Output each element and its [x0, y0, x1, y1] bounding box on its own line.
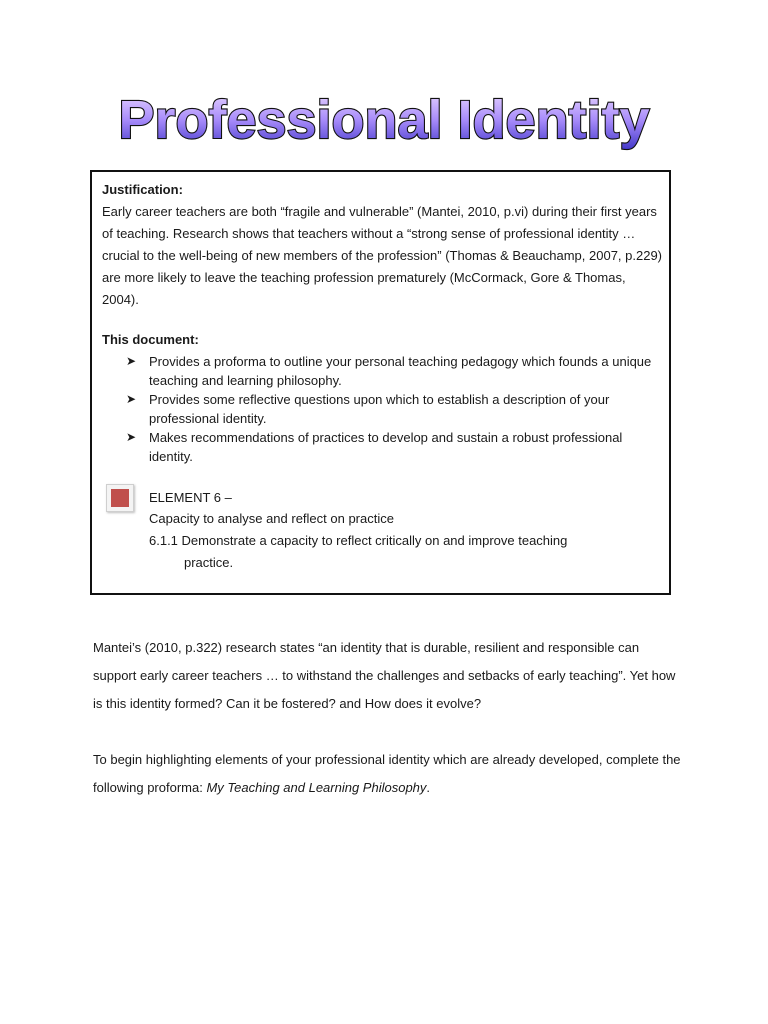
list-item [122, 390, 657, 428]
bullet-text: Makes recommendations of practices to develop and sustain a robust professional identity. [149, 430, 623, 464]
element-subtitle: Capacity to analyse and reflect on practice [149, 511, 394, 526]
justification-heading: Justification: [102, 182, 183, 197]
bullet-text: Provides a proforma to outline your personal teaching pedagogy which founds a unique teaching and learning philosophy. [149, 354, 652, 388]
body-paragraph-2 [93, 746, 683, 802]
list-item [122, 352, 657, 390]
bullet-text: Provides some reflective questions upon which to establish a description of your professional identity. [149, 392, 610, 426]
list-item [122, 428, 657, 466]
arrowhead-bullet-icon: ➤ [126, 430, 137, 444]
justification-box [90, 170, 671, 595]
page-title [0, 70, 768, 166]
paragraph2-prefix: To begin highlighting elements of your professional identity which are already developed, complete the following proforma: [93, 752, 681, 795]
element-swatch [111, 489, 129, 507]
body-paragraph-1: Mantei’s (2010, p.322) research states “an identity that is durable, resilient and responsible can support early career teachers … to withstand the challenges and setbacks of early teaching”. Yet how is this identity formed? Can it be fostered? and How does it evolve? [93, 640, 676, 711]
arrowhead-bullet-icon: ➤ [126, 354, 137, 368]
page-title-text: Professional Identity [118, 90, 650, 150]
element-title: ELEMENT 6 – [149, 490, 232, 505]
paragraph2-suffix: . [426, 780, 431, 795]
justification-text: Early career teachers are both “fragile and vulnerable” (Mantei, 2010, p.vi) during their first years of teaching. Research shows that teachers without a “strong sense of professional identity … crucial to the well-being of new members of the profession” (Thomas & Beauchamp, 2007, p.229) are more likely to leave the teaching profession prematurely (McCormack, Gore & Thomas, 2004). [102, 204, 663, 307]
document-bullet-list [122, 352, 657, 466]
element-standard-line2: practice. [184, 555, 234, 570]
arrowhead-bullet-icon: ➤ [126, 392, 137, 406]
element-square-icon [106, 484, 134, 512]
wordart-title [0, 70, 768, 166]
element-standard-line1: 6.1.1 Demonstrate a capacity to reflect critically on and improve teaching [149, 533, 568, 548]
proforma-title: My Teaching and Learning Philosophy [206, 780, 427, 795]
element-standard [149, 530, 634, 574]
document-heading: This document: [102, 332, 199, 347]
